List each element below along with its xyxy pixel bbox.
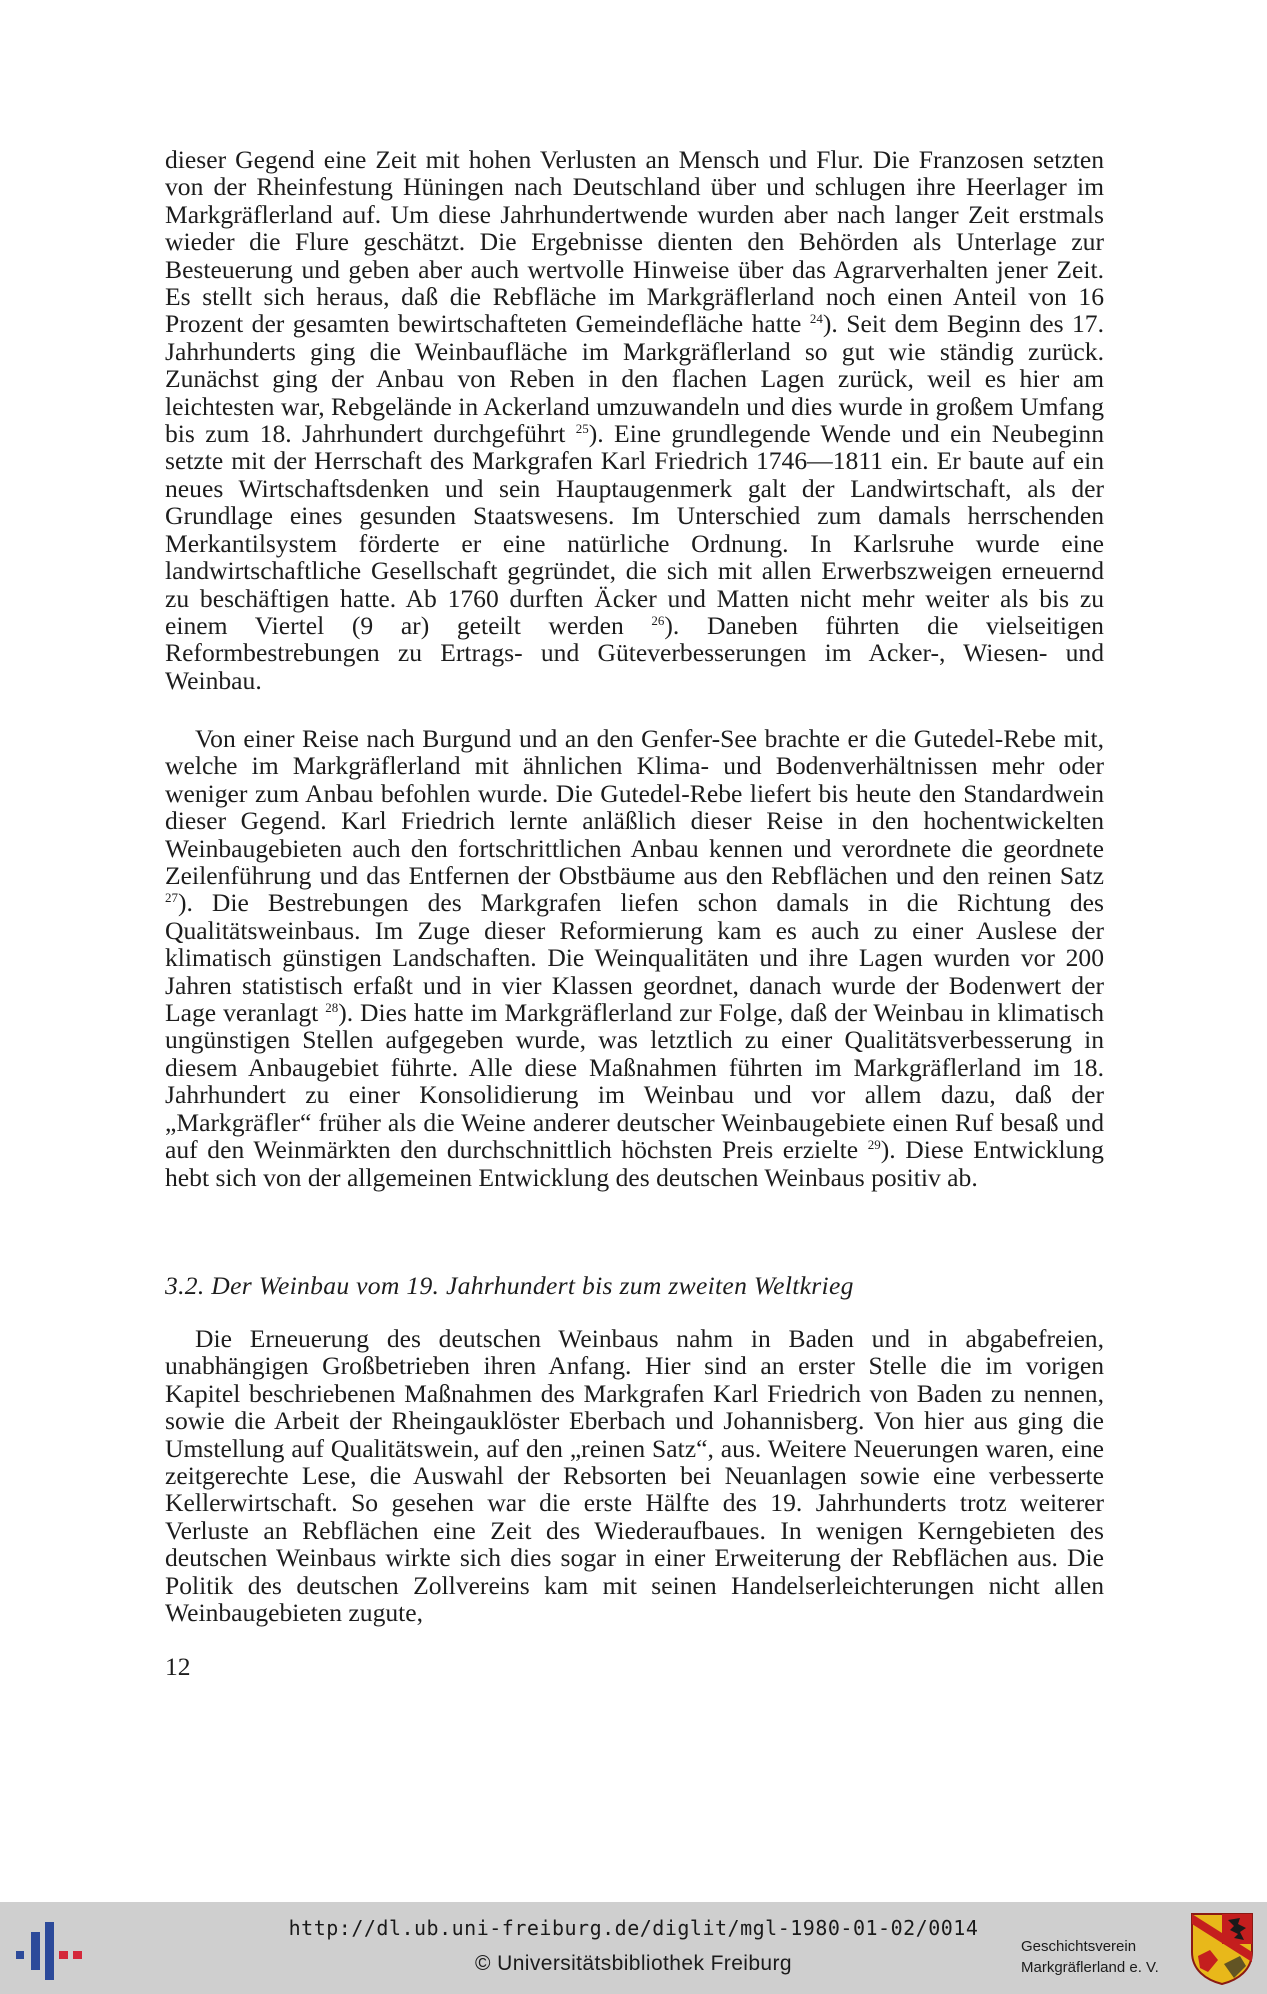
footnote-ref-25[interactable]: 25 — [575, 421, 589, 437]
paragraph-2-text-c: ). Dies hatte im Markgräflerland zur Folge, daß der Weinbau in klimatisch ungünstigen Stellen aufgegeben wurde, was letztlich zu einer Qualitätsverbesserung in diesem Anbaugebiet führte. Alle diese Maßnahmen führten im Markgräflerland im 18. Jahrhundert zu einer Konsolidierung im Weinbau und vor allem dazu, daß der „Markgräfler“ früher als die Weine anderer deutscher Weinbaugebiete einen Ruf besaß und auf den Weinmärkten den durchschnittlich höchsten Preis erzielte — [165, 998, 1104, 1165]
footnote-ref-24[interactable]: 24 — [809, 311, 823, 327]
footnote-ref-28[interactable]: 28 — [325, 1000, 339, 1016]
paragraph-1-text-d: ). Daneben führten die vielseitigen Reformbestrebungen zu Ertrags- und Güteverbesserungen im Acker-, Wiesen- und Weinbau. — [165, 610, 1104, 695]
copyright-notice: © Universitätsbibliothek Freiburg — [475, 1952, 792, 1975]
section-heading: 3.2. Der Weinbau vom 19. Jahrhundert bis zum zweiten Weltkrieg — [165, 1271, 854, 1300]
paragraph-1-text-a: dieser Gegend eine Zeit mit hohen Verlusten an Mensch und Flur. Die Franzosen setzten von der Rheinfestung Hüningen nach Deutschland über und schlugen ihre Heerlager im Markgräflerland auf. Um diese Jahrhundertwende wurden aber nach langer Zeit erstmals wieder die Flure geschätzt. Die Ergebnisse dienten den Behörden als Unterlage zur Besteuerung und geben aber auch wertvolle Hinweise über das Agrarverhalten jener Zeit. Es stellt sich heraus, daß die Rebfläche im Markgräflerland noch einen Anteil von 16 Prozent der gesamten bewirtschafteten Gemeindefläche hatte — [165, 145, 1104, 339]
paragraph-3: Die Erneuerung des deutschen Weinbaus nahm in Baden und in abgabefreien, unabhängigen Großbetrieben ihren Anfang. Hier sind an erster Stelle die im vorigen Kapitel beschriebenen Maßnahmen des Markgrafen Karl Friedrich von Baden zu nennen, sowie die Arbeit der Rheingauklöster Eberbach und Johannisberg. Von hier aus ging die Umstellung auf Qualitätswein, auf den „reinen Satz“, aus. Weitere Neuerungen waren, eine zeitgerechte Lese, die Auswahl der Rebsorten bei Neuanlagen sowie eine verbesserte Kellerwirtschaft. So gesehen war die erste Hälfte des 19. Jahrhunderts trotz weiterer Verluste an Rebflächen eine Zeit des Wiederaufbaues. In wenigen Kerngebieten des deutschen Weinbaus wirkte sich dies sogar in einer Erweiterung der Rebflächen aus. Die Politik des deutschen Zollvereins kam mit seinen Handelserleichterungen nicht allen Weinbaugebieten zugute, — [165, 1324, 1104, 1628]
viewer-footer — [0, 1902, 1267, 1994]
society-name — [1021, 1936, 1191, 1978]
paragraph-2 — [165, 725, 1104, 1191]
paragraph-2-text-b: ). Die Bestrebungen des Markgrafen liefen schon damals in die Richtung des Qualitätsweinbaus. Im Zuge dieser Reformierung kam es auch zu einer Auslese der klimatisch günstigen Landschaften. Die Weinqualitäten und ihre Lagen wurden vor 200 Jahren statistisch erfaßt und in vier Klassen geordnet, danach wurde der Bodenwert der Lage veranlagt — [165, 888, 1104, 1028]
paragraph-2-text-a: Von einer Reise nach Burgund und an den Genfer-See brachte er die Gutedel-Rebe mit, welche im Markgräflerland mit ähnlichen Klima- und Bodenverhältnissen mehr oder weniger zum Anbau befohlen wurde. Die Gutedel-Rebe liefert bis heute den Standardwein dieser Gegend. Karl Friedrich lernte anläßlich dieser Reise in den hochentwickelten Weinbaugebieten auch den fortschrittlichen Anbau kennen und verordnete die geordnete Zeilenführung und das Entfernen der Obstbäume aus den Rebflächen und den reinen Satz — [165, 724, 1104, 891]
society-name-line-2: Markgräflerland e. V. — [1021, 1959, 1159, 1976]
page-number: 12 — [165, 1652, 191, 1681]
footnote-ref-26[interactable]: 26 — [651, 612, 665, 628]
coat-of-arms-icon[interactable] — [1190, 1912, 1254, 1986]
document-url-link[interactable]: http://dl.ub.uni-freiburg.de/diglit/mgl-1980-01-02/0014 — [288, 1916, 979, 1940]
paragraph-1-text-b: ). Seit dem Beginn des 17. Jahrhunderts ging die Weinbaufläche im Markgräflerland so gut wie ständig zurück. Zunächst ging der Anbau von Reben in den flachen Lagen zurück, weil es hier am leichtesten war, Rebgelände in Ackerland umzuwandeln und dies wurde in großem Umfang bis zum 18. Jahrhundert durchgeführt — [165, 309, 1104, 449]
paragraph-1-text-c: ). Eine grundlegende Wende und ein Neubeginn setzte mit der Herrschaft des Markgrafen Karl Friedrich 1746—1811 ein. Er baute auf ein neues Wirtschaftsdenken und sein Hauptaugenmerk galt der Landwirtschaft, als der Grundlage eines gesunden Staatswesens. Im Unterschied zum damals herrschenden Merkantilsystem förderte er eine natürliche Ordnung. In Karlsruhe wurde eine landwirtschaftliche Gesellschaft gegründet, die sich mit allen Erwerbszweigen erneuernd zu beschäftigen hatte. Ab 1760 durften Äcker und Matten nicht mehr weiter als bis zu einem Viertel (9 ar) geteilt werden — [165, 419, 1104, 640]
society-name-line-1: Geschichtsverein — [1021, 1938, 1137, 1955]
paragraph-2-text-d: ). Diese Entwicklung hebt sich von der allgemeinen Entwicklung des deutschen Weinbaus positiv ab. — [165, 1135, 1104, 1192]
footnote-ref-27[interactable]: 27 — [165, 890, 178, 906]
paragraph-1 — [165, 146, 1104, 694]
footnote-ref-29[interactable]: 29 — [867, 1137, 881, 1153]
